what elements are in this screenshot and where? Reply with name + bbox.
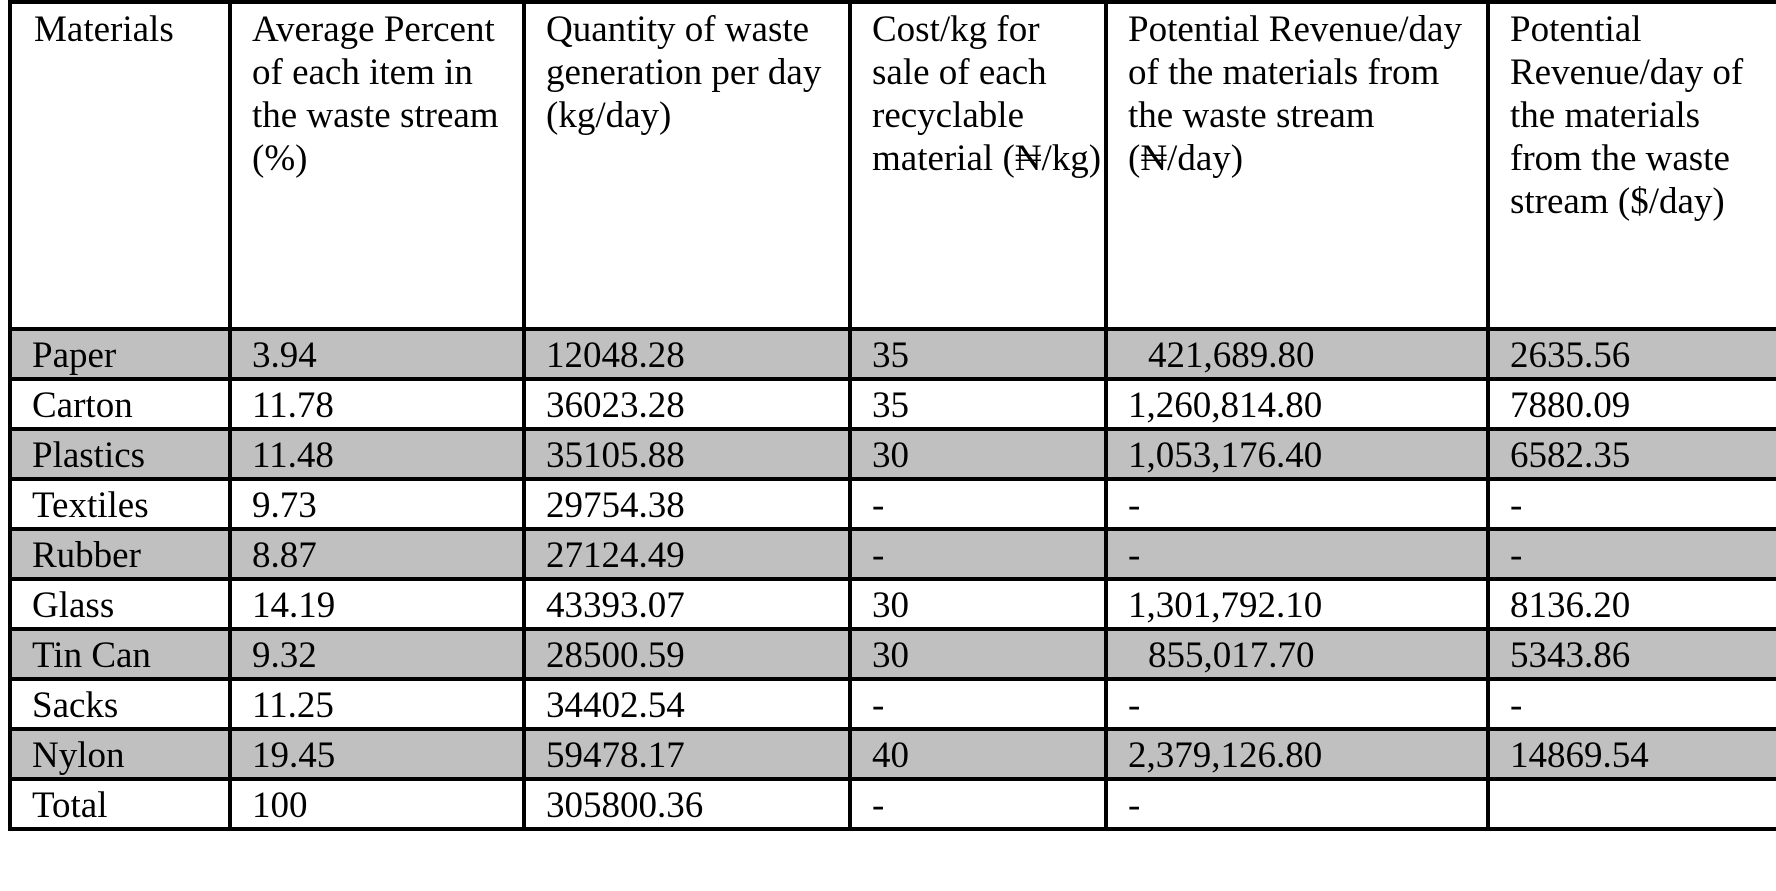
cell-percent: 19.45 [230,729,524,779]
cell-revenue-dollar: 6582.35 [1488,429,1776,479]
cell-material: Nylon [10,729,230,779]
cell-revenue-dollar: - [1488,679,1776,729]
cell-material: Tin Can [10,629,230,679]
cell-quantity: 305800.36 [524,779,850,829]
table-row [10,629,1776,679]
table-row [10,529,1776,579]
cell-material: Glass [10,579,230,629]
header-average-percent: Average Percent of each item in the waste stream (%) [230,2,524,329]
cell-percent: 11.48 [230,429,524,479]
cell-revenue-naira: 2,379,126.80 [1106,729,1488,779]
header-quantity: Quantity of waste generation per day (kg/day) [524,2,850,329]
cell-material: Paper [10,329,230,379]
cell-revenue-naira: - [1106,679,1488,729]
cell-quantity: 28500.59 [524,629,850,679]
cell-percent: 9.32 [230,629,524,679]
cell-percent: 100 [230,779,524,829]
cell-quantity: 35105.88 [524,429,850,479]
cell-material: Textiles [10,479,230,529]
cell-percent: 11.25 [230,679,524,729]
cell-quantity: 43393.07 [524,579,850,629]
cell-cost: 30 [850,579,1106,629]
cell-revenue-dollar: - [1488,479,1776,529]
cell-quantity: 36023.28 [524,379,850,429]
cell-revenue-naira: 855,017.70 [1106,629,1488,679]
cell-quantity: 12048.28 [524,329,850,379]
cell-revenue-dollar: - [1488,529,1776,579]
header-revenue-naira: Potential Revenue/day of the materials from the waste stream (₦/day) [1106,2,1488,329]
cell-material: Rubber [10,529,230,579]
cell-cost: 30 [850,629,1106,679]
cell-revenue-naira: - [1106,779,1488,829]
cell-revenue-naira: 1,301,792.10 [1106,579,1488,629]
cell-revenue-naira: - [1106,479,1488,529]
table-row [10,729,1776,779]
table-row-total [10,779,1776,829]
cell-material: Total [10,779,230,829]
cell-revenue-naira: 421,689.80 [1106,329,1488,379]
cell-revenue-dollar: 2635.56 [1488,329,1776,379]
table-row [10,679,1776,729]
cell-revenue-dollar: 5343.86 [1488,629,1776,679]
table-row [10,479,1776,529]
cell-revenue-dollar: 8136.20 [1488,579,1776,629]
cell-percent: 11.78 [230,379,524,429]
cell-cost: 40 [850,729,1106,779]
table-header-row [10,2,1776,329]
header-materials: Materials [10,2,230,329]
cell-revenue-dollar: 14869.54 [1488,729,1776,779]
cell-revenue-naira: 1,053,176.40 [1106,429,1488,479]
cell-material: Plastics [10,429,230,479]
header-revenue-dollar: Potential Revenue/day of the materials from the waste stream ($/day) [1488,2,1776,329]
cell-cost: - [850,529,1106,579]
cell-quantity: 27124.49 [524,529,850,579]
header-cost-per-kg: Cost/kg for sale of each recyclable material (₦/kg) [850,2,1106,329]
table-row [10,329,1776,379]
cell-cost: 30 [850,429,1106,479]
cell-revenue-dollar: 7880.09 [1488,379,1776,429]
cell-material: Carton [10,379,230,429]
cell-quantity: 59478.17 [524,729,850,779]
cell-percent: 14.19 [230,579,524,629]
waste-table-container [8,0,1776,831]
cell-cost: 35 [850,329,1106,379]
cell-cost: - [850,779,1106,829]
cell-percent: 8.87 [230,529,524,579]
cell-cost: - [850,679,1106,729]
waste-composition-table [8,0,1776,831]
table-row [10,579,1776,629]
cell-cost: - [850,479,1106,529]
cell-revenue-naira: 1,260,814.80 [1106,379,1488,429]
table-row [10,429,1776,479]
cell-revenue-naira: - [1106,529,1488,579]
cell-revenue-dollar [1488,779,1776,829]
cell-percent: 3.94 [230,329,524,379]
table-row [10,379,1776,429]
cell-quantity: 29754.38 [524,479,850,529]
cell-cost: 35 [850,379,1106,429]
cell-material: Sacks [10,679,230,729]
cell-quantity: 34402.54 [524,679,850,729]
cell-percent: 9.73 [230,479,524,529]
